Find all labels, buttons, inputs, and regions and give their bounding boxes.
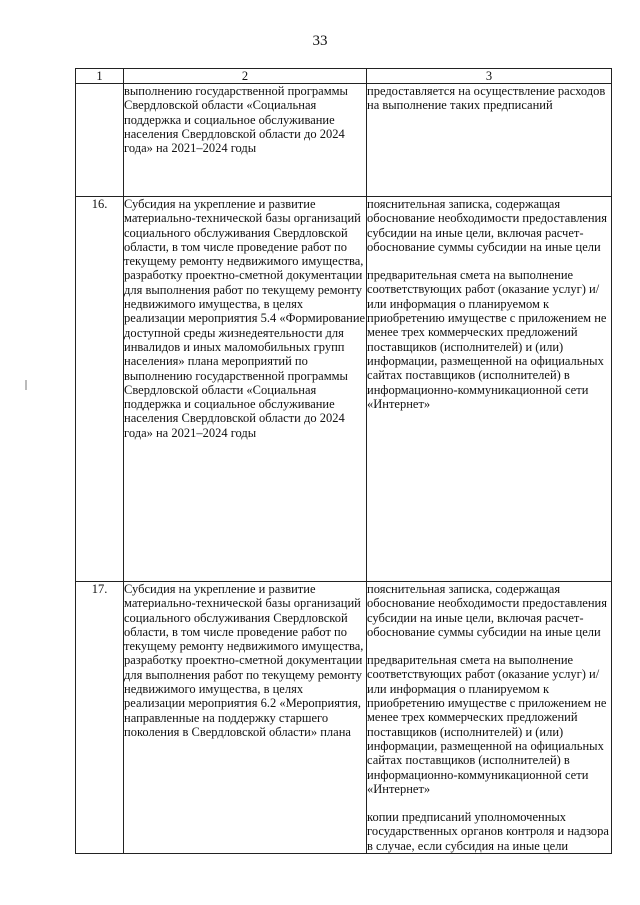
- subsidy-description: Субсидия на укрепление и развитие материально-технической базы организаций социального обслуживания Свердловской области, в том числе проведение работ по текущему ремонту недвижимого имущества, разработку проектно-сметной документации для выполнения работ по текущему ремонту недвижимого имущества, в целях реализации мероприятия 6.2 «Мероприятия, направленные на поддержку старшего поколения в Свердловской области» плана: [124, 582, 367, 854]
- row-number: 16.: [76, 197, 124, 582]
- row-number: 17.: [76, 582, 124, 854]
- table-row: [76, 582, 612, 854]
- document-item: предварительная смета на выполнение соответствующих работ (оказание услуг) и/или информация о планируемом к приобретению имуществе с приложением не менее трех коммерческих предложений поставщиков (исполнителей) и (или) информации, размещенной на официальных сайтах поставщиков (исполнителей) в информационно-коммуникационной сети «Интернет»: [367, 268, 607, 411]
- document-item: копии предписаний уполномоченных государственных органов контроля и надзора в случае, если субсидия на иные цели: [367, 810, 609, 853]
- documents-table: [75, 68, 612, 854]
- required-documents: [367, 197, 612, 582]
- header-col-1: 1: [76, 69, 124, 84]
- table-row: [76, 197, 612, 582]
- scan-mark: [25, 380, 27, 390]
- table-row: [76, 84, 612, 197]
- table-header-row: [76, 69, 612, 84]
- subsidy-description: выполнению государственной программы Свердловской области «Социальная поддержка и социальное обслуживание населения Свердловской области до 2024 года» на 2021–2024 годы: [124, 84, 367, 197]
- document-item: пояснительная записка, содержащая обоснование необходимости предоставления субсидии на иные цели, включая расчет-обоснование суммы субсидии на иные цели: [367, 582, 607, 639]
- required-documents: [367, 84, 612, 197]
- row-number: [76, 84, 124, 197]
- document-item: предварительная смета на выполнение соответствующих работ (оказание услуг) и/или информация о планируемом к приобретению имуществе с приложением не менее трех коммерческих предложений поставщиков (исполнителей) и (или) информации, размещенной на официальных сайтах поставщиков (исполнителей) в информационно-коммуникационной сети «Интернет»: [367, 653, 607, 796]
- header-col-3: 3: [367, 69, 612, 84]
- document-item: предоставляется на осуществление расходов на выполнение таких предписаний: [367, 84, 606, 113]
- subsidy-description: Субсидия на укрепление и развитие материально-технической базы организаций социального обслуживания Свердловской области, в том числе проведение работ по текущему ремонту недвижимого имущества, разработку проектно-сметной документации для выполнения работ по текущему ремонту недвижимого имущества, в целях реализации мероприятия 5.4 «Формирование доступной среды жизнедеятельности для инвалидов и иных маломобильных групп населения» плана мероприятий по выполнению государственной программы Свердловской области «Социальная поддержка и социальное обслуживание населения Свердловской области до 2024 года» на 2021–2024 годы: [124, 197, 367, 582]
- header-col-2: 2: [124, 69, 367, 84]
- required-documents: [367, 582, 612, 854]
- page-number: 33: [312, 33, 328, 49]
- document-item: пояснительная записка, содержащая обоснование необходимости предоставления субсидии на иные цели, включая расчет-обоснование суммы субсидии на иные цели: [367, 197, 607, 254]
